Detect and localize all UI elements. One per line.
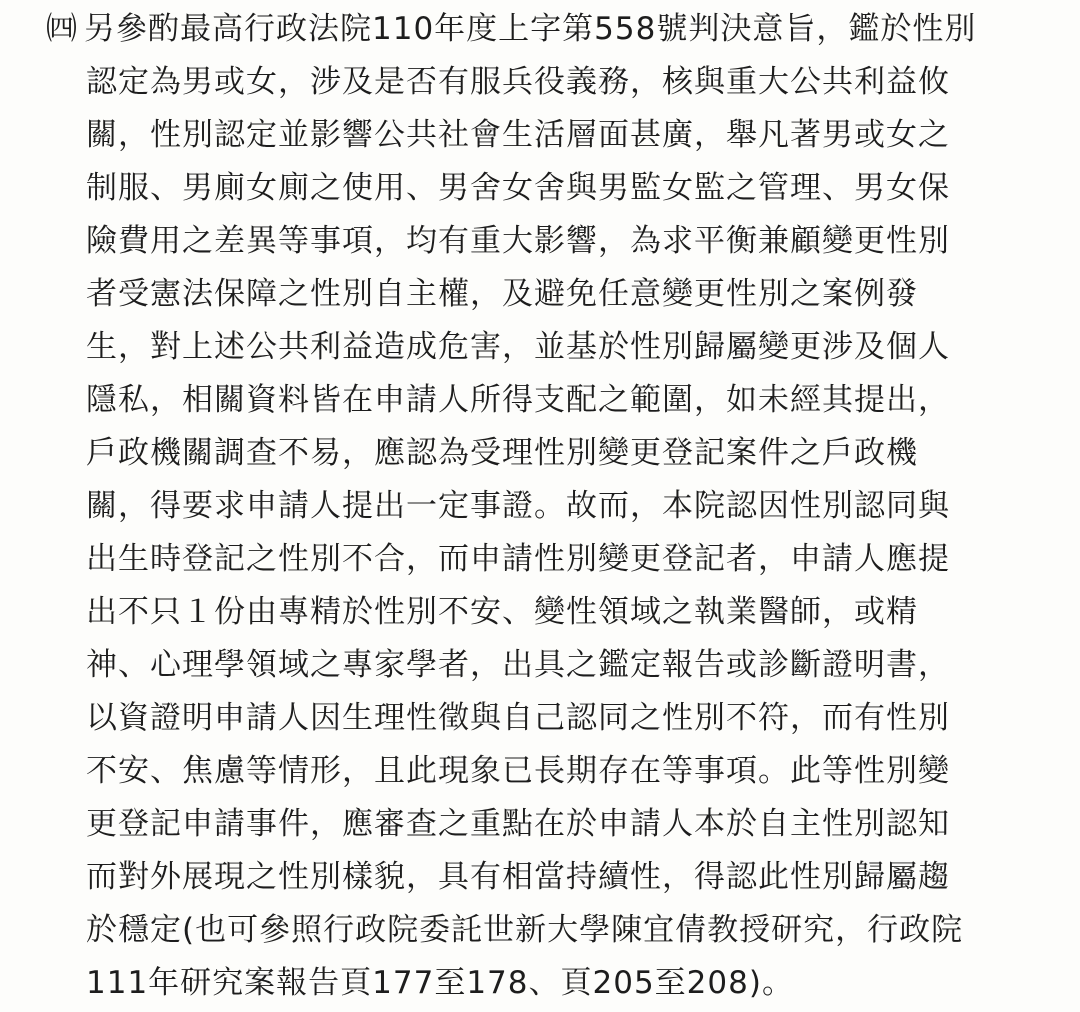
paragraph-line: 111年研究案報告頁177至178、頁205至208)。	[86, 965, 794, 1001]
paragraph-line: 於穩定(也可參照行政院委託世新大學陳宜倩教授研究，行政院	[86, 912, 964, 948]
paragraph-line: 生，對上述公共利益造成危害，並基於性別歸屬變更涉及個人	[86, 329, 950, 365]
paragraph-line: 另參酌最高行政法院110年度上字第558號判決意旨，鑑於性別	[84, 11, 977, 47]
paragraph-line: 以資證明申請人因生理性徵與自己認同之性別不符，而有性別	[86, 700, 950, 736]
paragraph-line: 神、心理學領域之專家學者，出具之鑑定報告或診斷證明書，	[86, 647, 950, 683]
paragraph-line: 者受憲法保障之性別自主權，及避免任意變更性別之案例發	[86, 276, 918, 312]
paragraph-line: 隱私，相關資料皆在申請人所得支配之範圍，如未經其提出，	[86, 382, 950, 418]
paragraph-line: 出不只１份由專精於性別不安、變性領域之執業醫師，或精	[86, 594, 918, 630]
paragraph-line: 而對外展現之性別樣貌，具有相當持續性，得認此性別歸屬趨	[86, 859, 950, 895]
paragraph-line: 出生時登記之性別不合，而申請性別變更登記者，申請人應提	[86, 541, 950, 577]
paragraph-line: 險費用之差異等事項，均有重大影響，為求平衡兼顧變更性別	[86, 223, 950, 259]
paragraph-line: 關，性別認定並影響公共社會生活層面甚廣，舉凡著男或女之	[86, 117, 950, 153]
paragraph-number: ㈣	[46, 11, 77, 47]
paragraph-line: 認定為男或女，涉及是否有服兵役義務，核與重大公共利益攸	[86, 64, 950, 100]
paragraph-line: 更登記申請事件，應審查之重點在於申請人本於自主性別認知	[86, 806, 950, 842]
paragraph-line: 不安、焦慮等情形，且此現象已長期存在等事項。此等性別變	[86, 753, 950, 789]
paragraph-line: 制服、男廁女廁之使用、男舍女舍與男監女監之管理、男女保	[86, 170, 950, 206]
paragraph-line: 關，得要求申請人提出一定事證。故而，本院認因性別認同與	[86, 488, 950, 524]
paragraph-line: 戶政機關調查不易，應認為受理性別變更登記案件之戶政機	[86, 435, 918, 471]
